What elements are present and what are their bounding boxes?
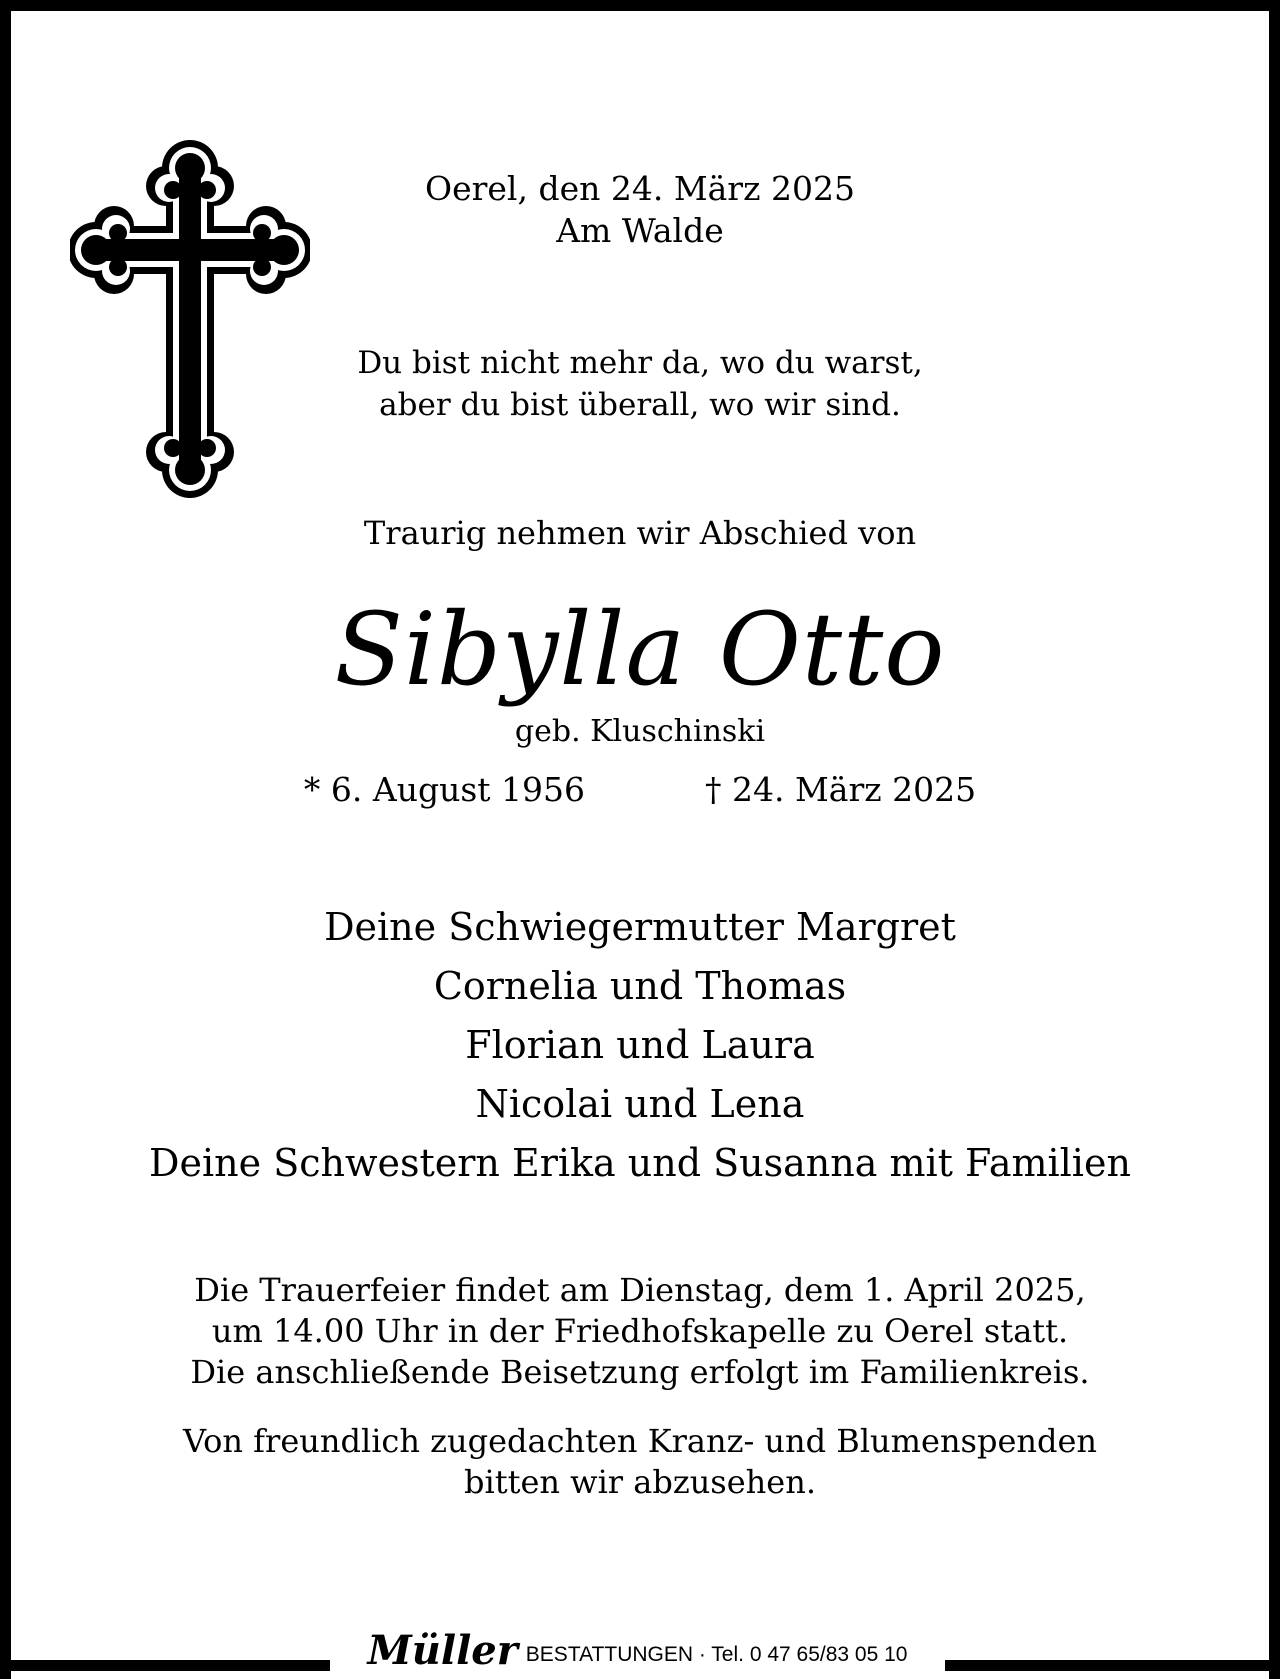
mourner-line: Nicolai und Lena	[475, 1082, 805, 1126]
service-line-1: Die Trauerfeier findet am Dienstag, dem 1. April 2025,	[194, 1271, 1086, 1309]
mourner-line: Florian und Laura	[465, 1023, 815, 1067]
mourners-list	[0, 898, 1280, 1193]
quote-block	[0, 342, 1280, 426]
intro-text: Traurig nehmen wir Abschied von	[363, 514, 917, 552]
place-date: Oerel, den 24. März 2025	[425, 169, 855, 208]
service-line-3: Die anschließende Beisetzung erfolgt im Familienkreis.	[190, 1353, 1090, 1391]
born-name: geb. Kluschinski	[514, 714, 766, 749]
quote-line-1: Du bist nicht mehr da, wo du warst,	[357, 345, 923, 381]
flowers-note	[0, 1421, 1280, 1503]
service-info	[0, 1270, 1280, 1393]
funeral-home-logo: Müller	[367, 1627, 518, 1674]
mourner-line: Deine Schwestern Erika und Susanna mit Familien	[149, 1141, 1131, 1185]
footer-rule-right	[945, 1660, 1280, 1671]
mourner-line: Deine Schwiegermutter Margret	[324, 905, 956, 949]
life-dates	[0, 768, 1280, 812]
address: Am Walde	[556, 211, 724, 250]
flowers-line-2: bitten wir abzusehen.	[464, 1463, 816, 1501]
mourner-line: Cornelia und Thomas	[433, 964, 847, 1008]
quote-line-2: aber du bist überall, wo wir sind.	[379, 387, 901, 423]
funeral-home-footer	[330, 1623, 945, 1673]
footer-rule-left	[0, 1660, 330, 1671]
flowers-line-1: Von freundlich zugedachten Kranz- und Blumenspenden	[182, 1422, 1098, 1460]
death-date: † 24. März 2025	[705, 770, 977, 809]
birth-date: * 6. August 1956	[303, 770, 586, 809]
funeral-home-contact: BESTATTUNGEN · Tel. 0 47 65/83 05 10	[525, 1643, 908, 1666]
place-date-block	[0, 168, 1280, 252]
deceased-name: Sibylla Otto	[334, 591, 946, 708]
service-line-2: um 14.00 Uhr in der Friedhofskapelle zu Oerel statt.	[211, 1312, 1069, 1350]
